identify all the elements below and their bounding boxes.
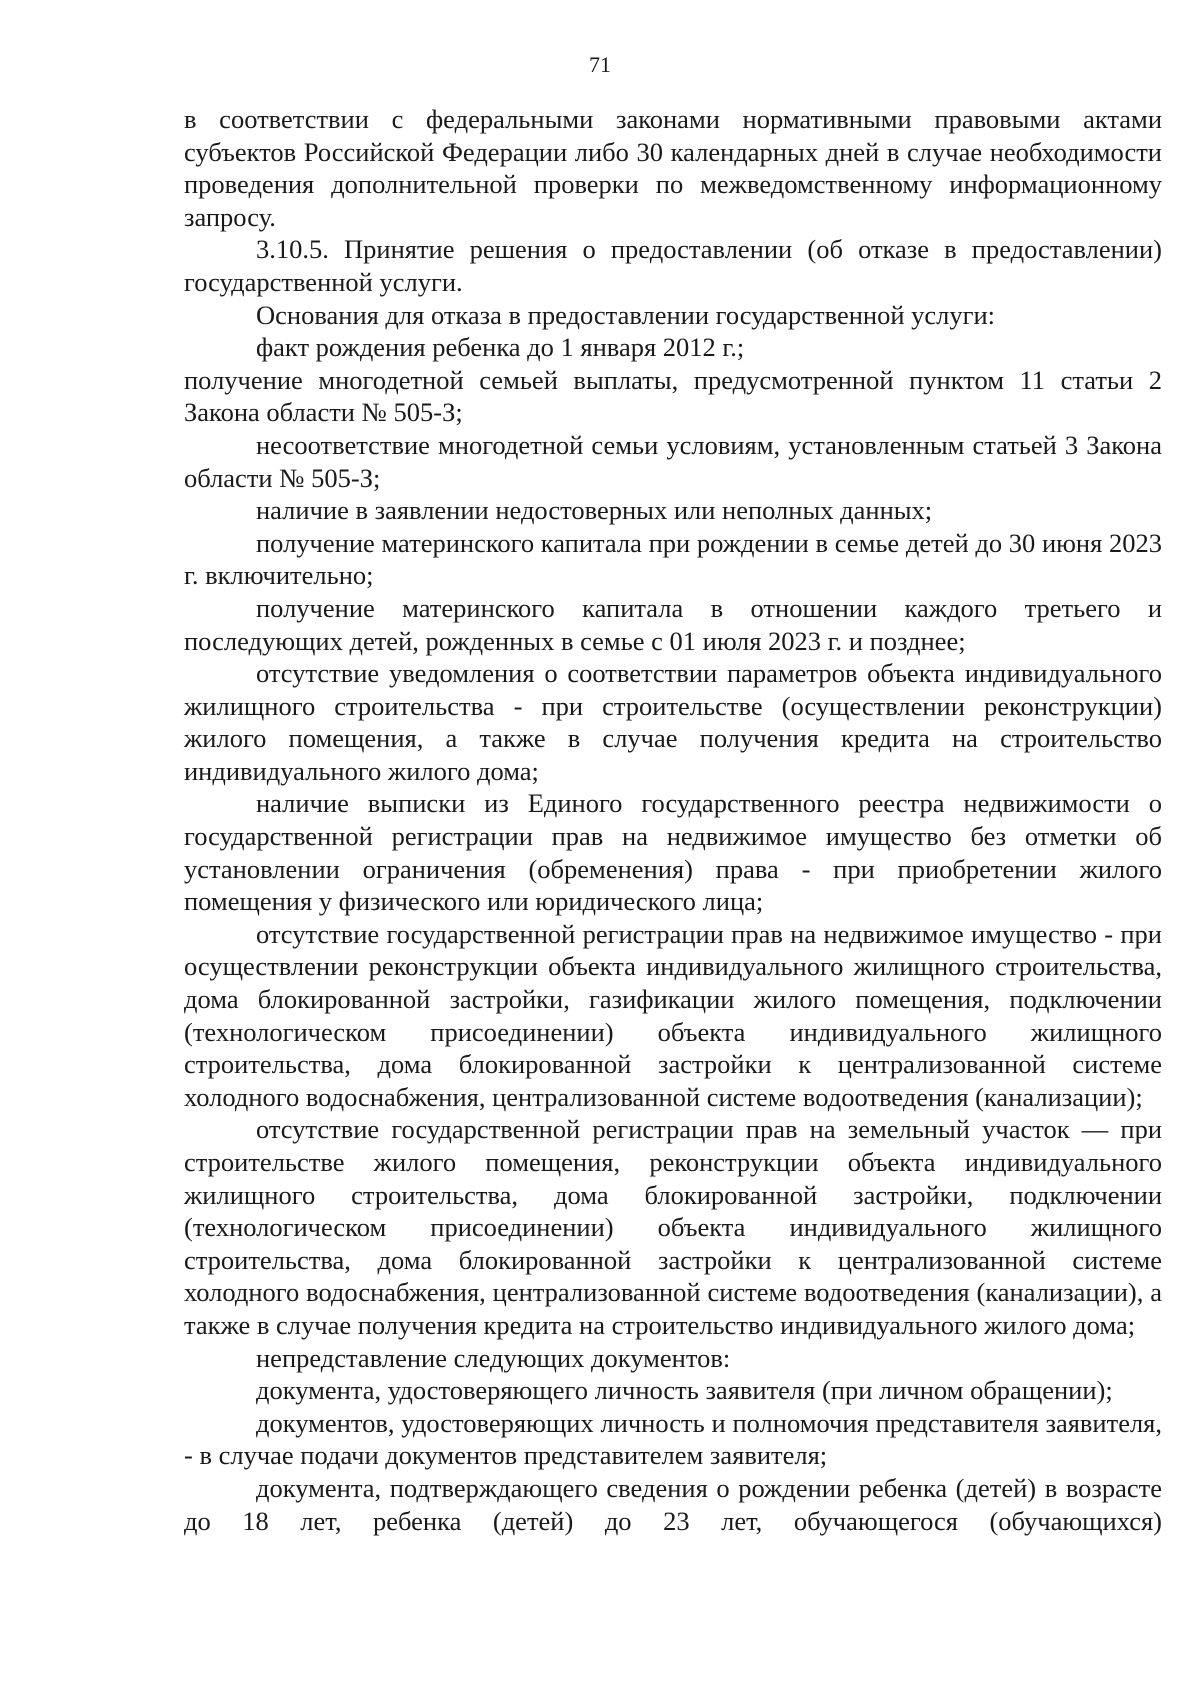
- paragraph: получение материнского капитала при рождении в семье детей до 30 июня 2023 г. включительно;: [184, 527, 1162, 591]
- paragraph: в соответствии с федеральными законами нормативными правовыми актами субъектов Российской Федерации либо 30 календарных дней в случае необходимости проведения дополнительной проверки по межведомственному информационному запросу.: [184, 104, 1162, 232]
- paragraph: документа, подтверждающего сведения о рождении ребенка (детей) в возрасте до 18 лет, ребенка (детей) до 23 лет, обучающегося (обучающихся): [184, 1472, 1162, 1536]
- paragraph: получение многодетной семьей выплаты, предусмотренной пунктом 11 статьи 2 Закона области № 505-З;: [184, 364, 1162, 428]
- paragraph: факт рождения ребенка до 1 января 2012 г.;: [256, 332, 745, 363]
- paragraph: отсутствие уведомления о соответствии параметров объекта индивидуального жилищного строительства - при строительстве (осуществлении реконструкции) жилого помещения, а также в случае получения кредита на строительство индивидуального жилого дома;: [184, 658, 1162, 786]
- paragraph: отсутствие государственной регистрации прав на земельный участок — при строительстве жилого помещения, реконструкции объекта индивидуального жилищного строительства, дома блокированной застройки, подключении (технологическом присоединении) объекта индивидуального жилищного строительства, дома блокированной застройки к централизованной системе холодного водоснабжения, централизованной системе водоотведения (канализации), а также в случае получения кредита на строительство индивидуального жилого дома;: [184, 1114, 1162, 1340]
- document-body: [184, 103, 1162, 1537]
- page-number: 71: [589, 52, 611, 77]
- paragraph: документа, удостоверяющего личность заявителя (при личном обращении);: [256, 1375, 1113, 1406]
- paragraph: получение материнского капитала в отношении каждого третьего и последующих детей, рожденных в семье с 01 июля 2023 г. и позднее;: [184, 592, 1162, 656]
- paragraph: 3.10.5. Принятие решения о предоставлении (об отказе в предоставлении) государственной услуги.: [184, 234, 1162, 297]
- paragraph: несоответствие многодетной семьи условиям, установленным статьей 3 Закона области № 505-З;: [184, 429, 1162, 493]
- paragraph: наличие в заявлении недостоверных или неполных данных;: [256, 495, 933, 526]
- paragraph: документов, удостоверяющих личность и полномочия представителя заявителя, - в случае подачи документов представителем заявителя;: [184, 1407, 1162, 1471]
- paragraph: непредставление следующих документов:: [256, 1342, 731, 1373]
- paragraph: отсутствие государственной регистрации прав на недвижимое имущество - при осуществлении реконструкции объекта индивидуального жилищного строительства, дома блокированной застройки, газификации жилого помещения, подключении (технологическом присоединении) объекта индивидуального жилищного строительства, дома блокированной застройки к централизованной системе холодного водоснабжения, централизованной системе водоотведения (канализации);: [184, 918, 1162, 1112]
- paragraph: наличие выписки из Единого государственного реестра недвижимости о государственной регистрации прав на недвижимое имущество без отметки об установлении ограничения (обременения) права - при приобретении жилого помещения у физического или юридического лица;: [184, 788, 1162, 917]
- paragraph: Основания для отказа в предоставлении государственной услуги:: [256, 299, 996, 330]
